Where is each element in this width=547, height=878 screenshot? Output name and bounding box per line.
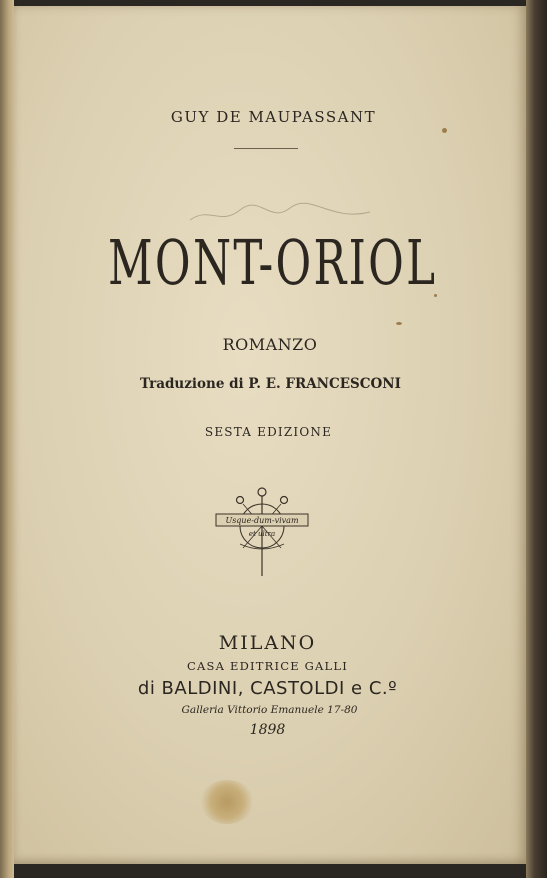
right-book-edge xyxy=(526,0,547,878)
faint-handwriting-mark xyxy=(180,196,380,230)
publication-year: 1898 xyxy=(249,722,286,738)
edition-label: SESTA EDIZIONE xyxy=(204,425,333,439)
foxing-stain xyxy=(200,780,254,824)
publisher-address: Galleria Vittorio Emanuele 17-80 xyxy=(181,704,358,716)
publisher-emblem xyxy=(212,484,312,580)
book-title: MONT-ORIOL xyxy=(108,226,438,299)
foxing-speck xyxy=(442,128,447,133)
author-name: GUY DE MAUPASSANT xyxy=(170,108,377,126)
publication-city: MILANO xyxy=(218,632,317,654)
publishing-house: CASA EDITRICE GALLI xyxy=(187,659,348,673)
left-page-edge xyxy=(0,0,14,878)
translator-credit: Traduzione di P. E. FRANCESCONI xyxy=(140,376,401,392)
genre-label: ROMANZO xyxy=(222,335,318,354)
emblem-motto-bottom: et ultra xyxy=(248,530,276,538)
separator-rule xyxy=(234,148,298,149)
emblem-motto-top: Usque-dum-vivam xyxy=(225,516,299,525)
publisher-name: di BALDINI, CASTOLDI e C.º xyxy=(137,678,398,699)
foxing-speck xyxy=(396,322,402,325)
